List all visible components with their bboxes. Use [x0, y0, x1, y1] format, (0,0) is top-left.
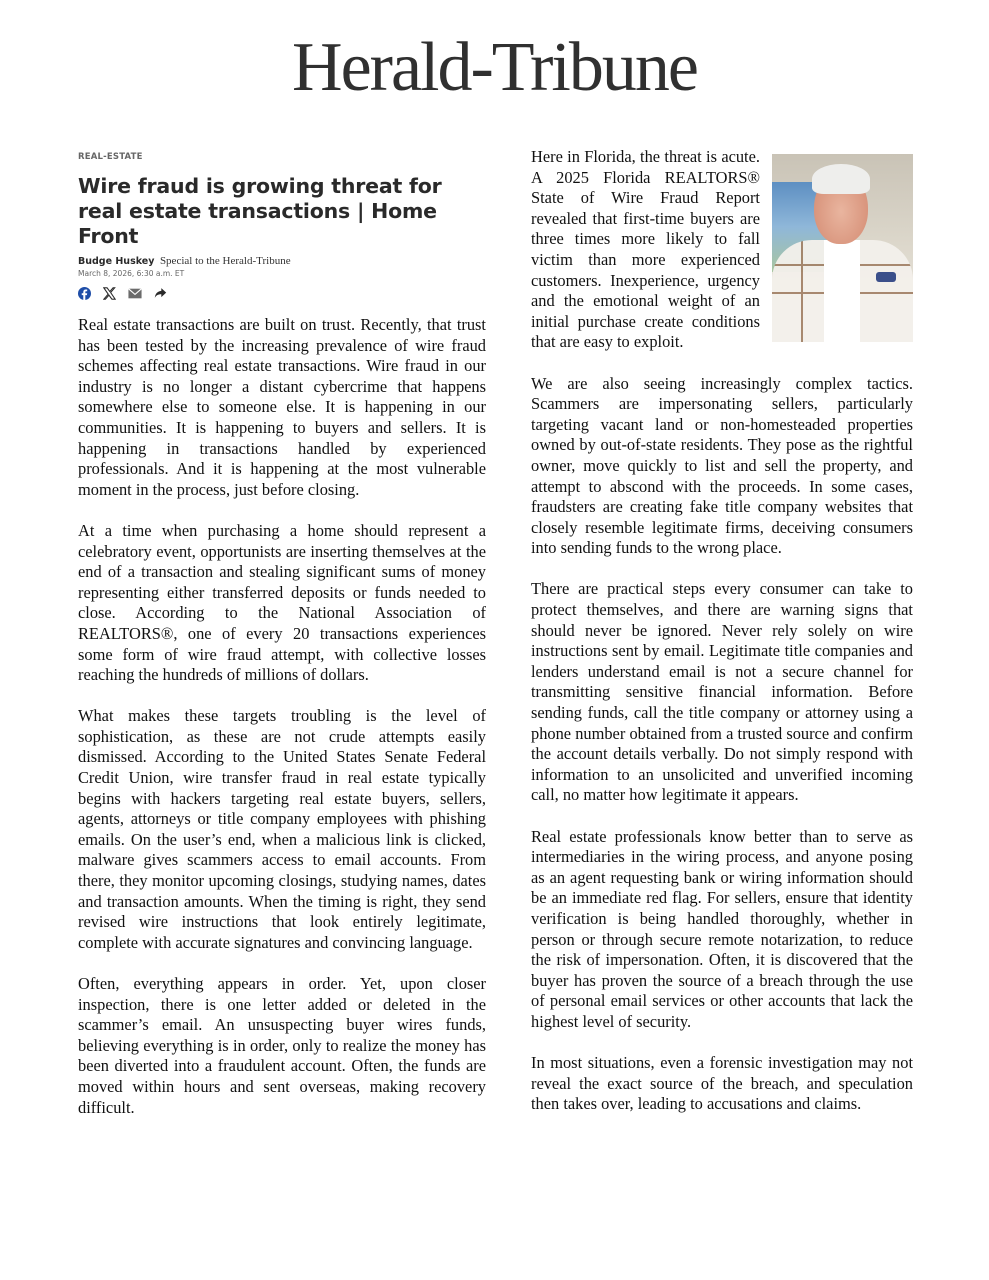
x-icon[interactable]	[103, 287, 116, 300]
paragraph: In most situations, even a forensic investigation may not reveal the exact source of the breach, and speculation then takes over, leading to accusations and claims.	[531, 1053, 913, 1114]
photo-pocket-square	[876, 272, 896, 282]
photo-hair	[812, 164, 870, 194]
masthead-logo[interactable]: Herald-Tribune	[292, 29, 697, 106]
section-kicker[interactable]: REAL-ESTATE	[78, 152, 143, 162]
article-body-left	[78, 315, 486, 1118]
byline	[78, 255, 486, 268]
paragraph: What makes these targets troubling is the level of sophistication, as these are not crude attempts easily dismissed. According to the United States Senate Federal Credit Union, wire transfer fraud in real estate typically begins with hackers targeting real estate buyers, sellers, agents, attorneys or title company employees with phishing emails. On the user’s end, when a malicious link is clicked, malware gives scammers access to email accounts. From there, they monitor upcoming closings, studying names, dates and transaction amounts. When the timing is right, they send revised wire instructions that look entirely legitimate, complete with accurate signatures and convincing language.	[78, 706, 486, 952]
publish-date: March 8, 2026, 6:30 a.m. ET	[78, 269, 185, 278]
share-icon[interactable]	[154, 287, 167, 299]
article-left-column	[78, 150, 486, 1139]
article-right-column	[531, 147, 913, 1136]
share-bar	[78, 286, 486, 300]
paragraph: Often, everything appears in order. Yet, upon closer inspection, there is one letter added or deleted in the scammer’s email. An unsuspecting buyer wires funds, believing everything is in order, only to realize the money has been diverted into a fraudulent account. Often, the funds are moved within hours and sent overseas, making recovery difficult.	[78, 974, 486, 1117]
author-affiliation: Special to the Herald-Tribune	[159, 255, 291, 267]
paragraph: Real estate transactions are built on trust. Recently, that trust has been tested by the increasing prevalence of wire fraud schemes affecting real estate transactions. Wire fraud in our industry is no longer a distant cybercrime that happens somewhere else to someone else. It is happening in our communities. It is happening to buyers and sellers. It is happening in transactions handled by experienced professionals. And it is happening at the most vulnerable moment in the process, just before closing.	[78, 315, 486, 499]
paragraph: There are practical steps every consumer can take to protect themselves, and there are warning signs that should never be ignored. Never rely solely on wire instructions sent by email. Legitimate title companies and lenders understand email is not a secure channel for transmitting sensitive financial information. Before sending funds, call the title company or attorney using a phone number obtained from a trusted source and confirm the account details verbally. Do not simply respond with information to an unsolicited and unverified incoming call, no matter how legitimate it appears.	[531, 579, 913, 805]
author-photo	[772, 154, 913, 342]
photo-shirt	[824, 240, 860, 342]
paragraph: Real estate professionals know better than to serve as intermediaries in the wiring process, and anyone posing as an agent requesting bank or wiring information should be an immediate red flag. For sellers, ensure that identity verification is being handled thoroughly, whether in person or through secure remote notarization, to reduce the risk of impersonation. Often, it is discovered that the buyer has proven the source of a breach through the use of personal email services or other accounts that lack the highest level of security.	[531, 826, 913, 1031]
paragraph: Here in Florida, the threat is acute. A 2025 Florida REALTORS® State of Wire Fraud Report revealed that first-time buyers are three times more likely to fall victim than more experienced customers. Inexperience, urgency and the emotional weight of an initial purchase create conditions that are easy to exploit.	[531, 147, 760, 352]
facebook-icon[interactable]	[78, 287, 91, 300]
author-name[interactable]: Budge Huskey	[78, 256, 155, 267]
paragraph: At a time when purchasing a home should represent a celebratory event, opportunists are inserting themselves at the end of a transaction and stealing significant sums of money representing either transferred deposits or funds needed to close. According to the National Association of REALTORS®, one of every 20 transactions experiences some form of wire fraud attempt, with collective losses reaching the hundreds of millions of dollars.	[78, 520, 486, 685]
email-icon[interactable]	[128, 288, 142, 299]
paragraph: We are also seeing increasingly complex tactics. Scammers are impersonating sellers, particularly targeting vacant land or non-homesteaded properties owned by out-of-state residents. They pose as the rightful owner, move quickly to list and sell the property, and attempt to abscond with the proceeds. In some cases, fraudsters are creating fake title company websites that closely resemble legitimate firms, deceiving consumers into sending funds to the wrong place.	[531, 373, 913, 558]
article-headline: Wire fraud is growing threat for real estate transactions | Home Front	[78, 174, 442, 248]
